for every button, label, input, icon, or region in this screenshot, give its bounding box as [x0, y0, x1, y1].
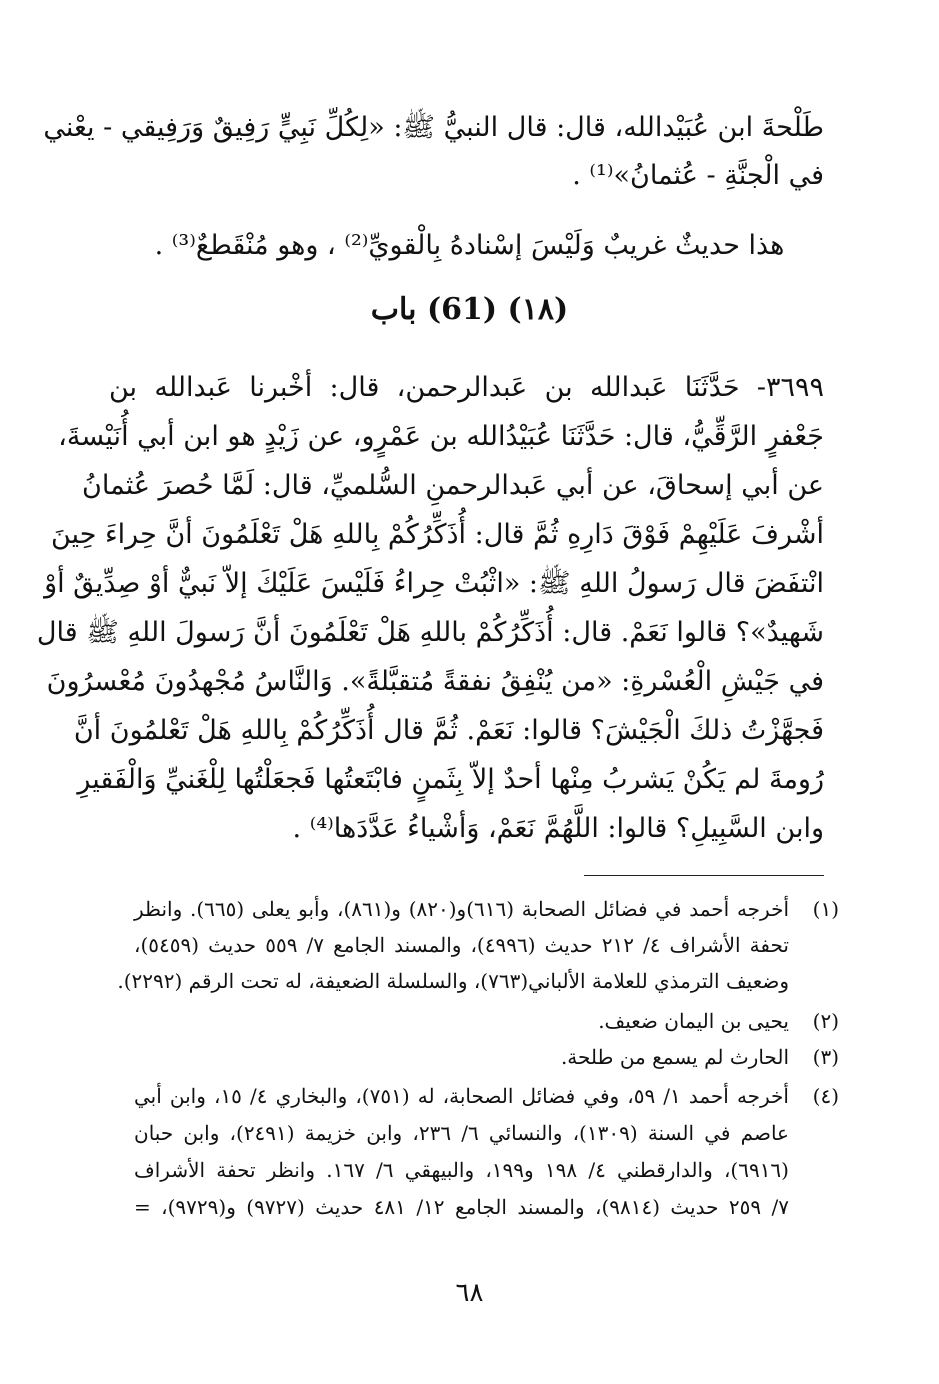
footnote-4-number: (٤) — [812, 1084, 839, 1108]
footnote-1-number: (١) — [812, 897, 839, 921]
footnote-2-line-1: يحيى بن اليمان ضعيف. — [598, 1009, 789, 1033]
footnote-4-line-4: ٧/ ٢٥٩ حديث (٩٨١٤)، والمسند الجامع ١٢/ ٤٨١ حديث (٩٧٢٧) و(٩٧٢٩)، = — [134, 1195, 789, 1219]
page-number: ٦٨ — [455, 1278, 484, 1308]
footnote-3-line-1: الحارث لم يسمع من طلحة. — [560, 1045, 789, 1069]
hadith-line-3: عن أبي إسحاقَ، عن أبي عَبدالرحمنِ السُّلميِّ، قال: لَمَّا حُصرَ عُثمانُ — [82, 470, 824, 501]
hadith-line-1: ٣٦٩٩- حَدَّثَنَا عَبدالله بن عَبدالرحمن، قال: أخْبرنا عَبدالله بن — [109, 372, 824, 403]
chapter-heading: (١٨) (61) باب — [370, 292, 569, 327]
hadith-line-2: جَعْفرٍ الرَّقِّيُّ، قال: حَدَّثَنَا عُبَيْدُالله بن عَمْرٍو، عن زَيْدٍ هو ابن أبي أُنَيْسةَ، — [58, 421, 824, 452]
hadith-line-5: انْتفَضَ قال رَسولُ اللهِ ﷺ: «اثْبُتْ حِراءُ فَلَيْسَ عَلَيْكَ إلاّ نَبيٌّ أوْ صِدِّيقٌ أوْ — [44, 568, 824, 599]
footnote-1-line-1: أخرجه أحمد في فضائل الصحابة (٦١٦)و(٨٢٠) و(٨٦١)، وأبو يعلى (٦٦٥). وانظر — [134, 897, 789, 921]
footnote-4-line-1: أخرجه أحمد ١/ ٥٩، وفي فضائل الصحابة، له (٧٥١)، والبخاري ٤/ ١٥، وابن أبي — [134, 1084, 789, 1108]
footnote-4-line-3: (٦٩١٦)، والدارقطني ٤/ ١٩٨ و١٩٩، والبيهقي ٦/ ١٦٧. وانظر تحفة الأشراف — [134, 1158, 789, 1182]
footnote-4-line-2: عاصم في السنة (١٣٠٩)، والنسائي ٦/ ٢٣٦، وابن خزيمة (٢٤٩١)، وابن حبان — [134, 1121, 789, 1145]
hadith-grade-statement: هذا حديثٌ غريبٌ وَلَيْسَ إسْنادهُ بِالْقويِّ⁽²⁾ ، وهو مُنْقَطعٌ⁽³⁾ . — [154, 230, 785, 261]
hadith-line-6: شَهيدٌ»؟ قالوا نَعَمْ. قال: أُذَكِّرُكُمْ باللهِ هَلْ تَعْلَمُونَ أنَّ رَسولَ اللهِ ﷺ قال — [36, 617, 824, 648]
hadith-line-8: فَجهَّزْتُ ذلكَ الْجَيْشَ؟ قالوا: نَعَمْ. ثُمَّ قال أُذَكِّرُكُمْ بِاللهِ هَلْ تَعْلمُونَ أنَّ — [73, 715, 824, 746]
hadith-line-7: في جَيْشِ الْعُسْرةِ: «من يُنْفِقُ نفقةً مُتقبَّلةً». وَالنَّاسُ مُجْهدُونَ مُعْسرُونَ — [46, 666, 824, 697]
footnote-3-number: (٣) — [812, 1045, 839, 1069]
footnote-2-number: (٢) — [812, 1009, 839, 1033]
top-paragraph-line-2: في الْجنَّةِ - عُثمانُ»⁽¹⁾ . — [572, 160, 824, 191]
footnote-divider — [584, 875, 824, 876]
hadith-line-9: رُومةَ لم يَكُنْ يَشربُ مِنْها أحدٌ إلاّ بِثَمنٍ فابْتَعتُها فَجعَلْتُها لِلْغَنيِّ وَالْفَقيرِ — [77, 764, 824, 795]
footnote-1-line-3: وضعيف الترمذي للعلامة الألباني(٧٦٣)، والسلسلة الضعيفة، له تحت الرقم (٢٢٩٢). — [117, 969, 789, 993]
hadith-line-10: وابن السَّبِيلِ؟ قالوا: اللَّهُمَّ نَعَمْ، وَأشْياءُ عَدَّدَها⁽⁴⁾ . — [292, 813, 824, 844]
top-paragraph-line-1: طَلْحةَ ابن عُبَيْدالله، قال: قال النبيُّ ﷺ: «لِكُلِّ نَبِيٍّ رَفِيقٌ وَرَفِيقي - يعْني — [43, 112, 824, 143]
hadith-line-4: أشْرفَ عَلَيْهِمْ فَوْقَ دَارِهِ ثُمَّ قال: أُذَكِّرُكُمْ بِاللهِ هَلْ تَعْلَمُونَ أنَّ حِراءَ حِينَ — [51, 519, 824, 550]
footnote-1-line-2: تحفة الأشراف ٤/ ٢١٢ حديث (٤٩٩٦)، والمسند الجامع ٧/ ٥٥٩ حديث (٥٤٥٩)، — [134, 933, 789, 957]
